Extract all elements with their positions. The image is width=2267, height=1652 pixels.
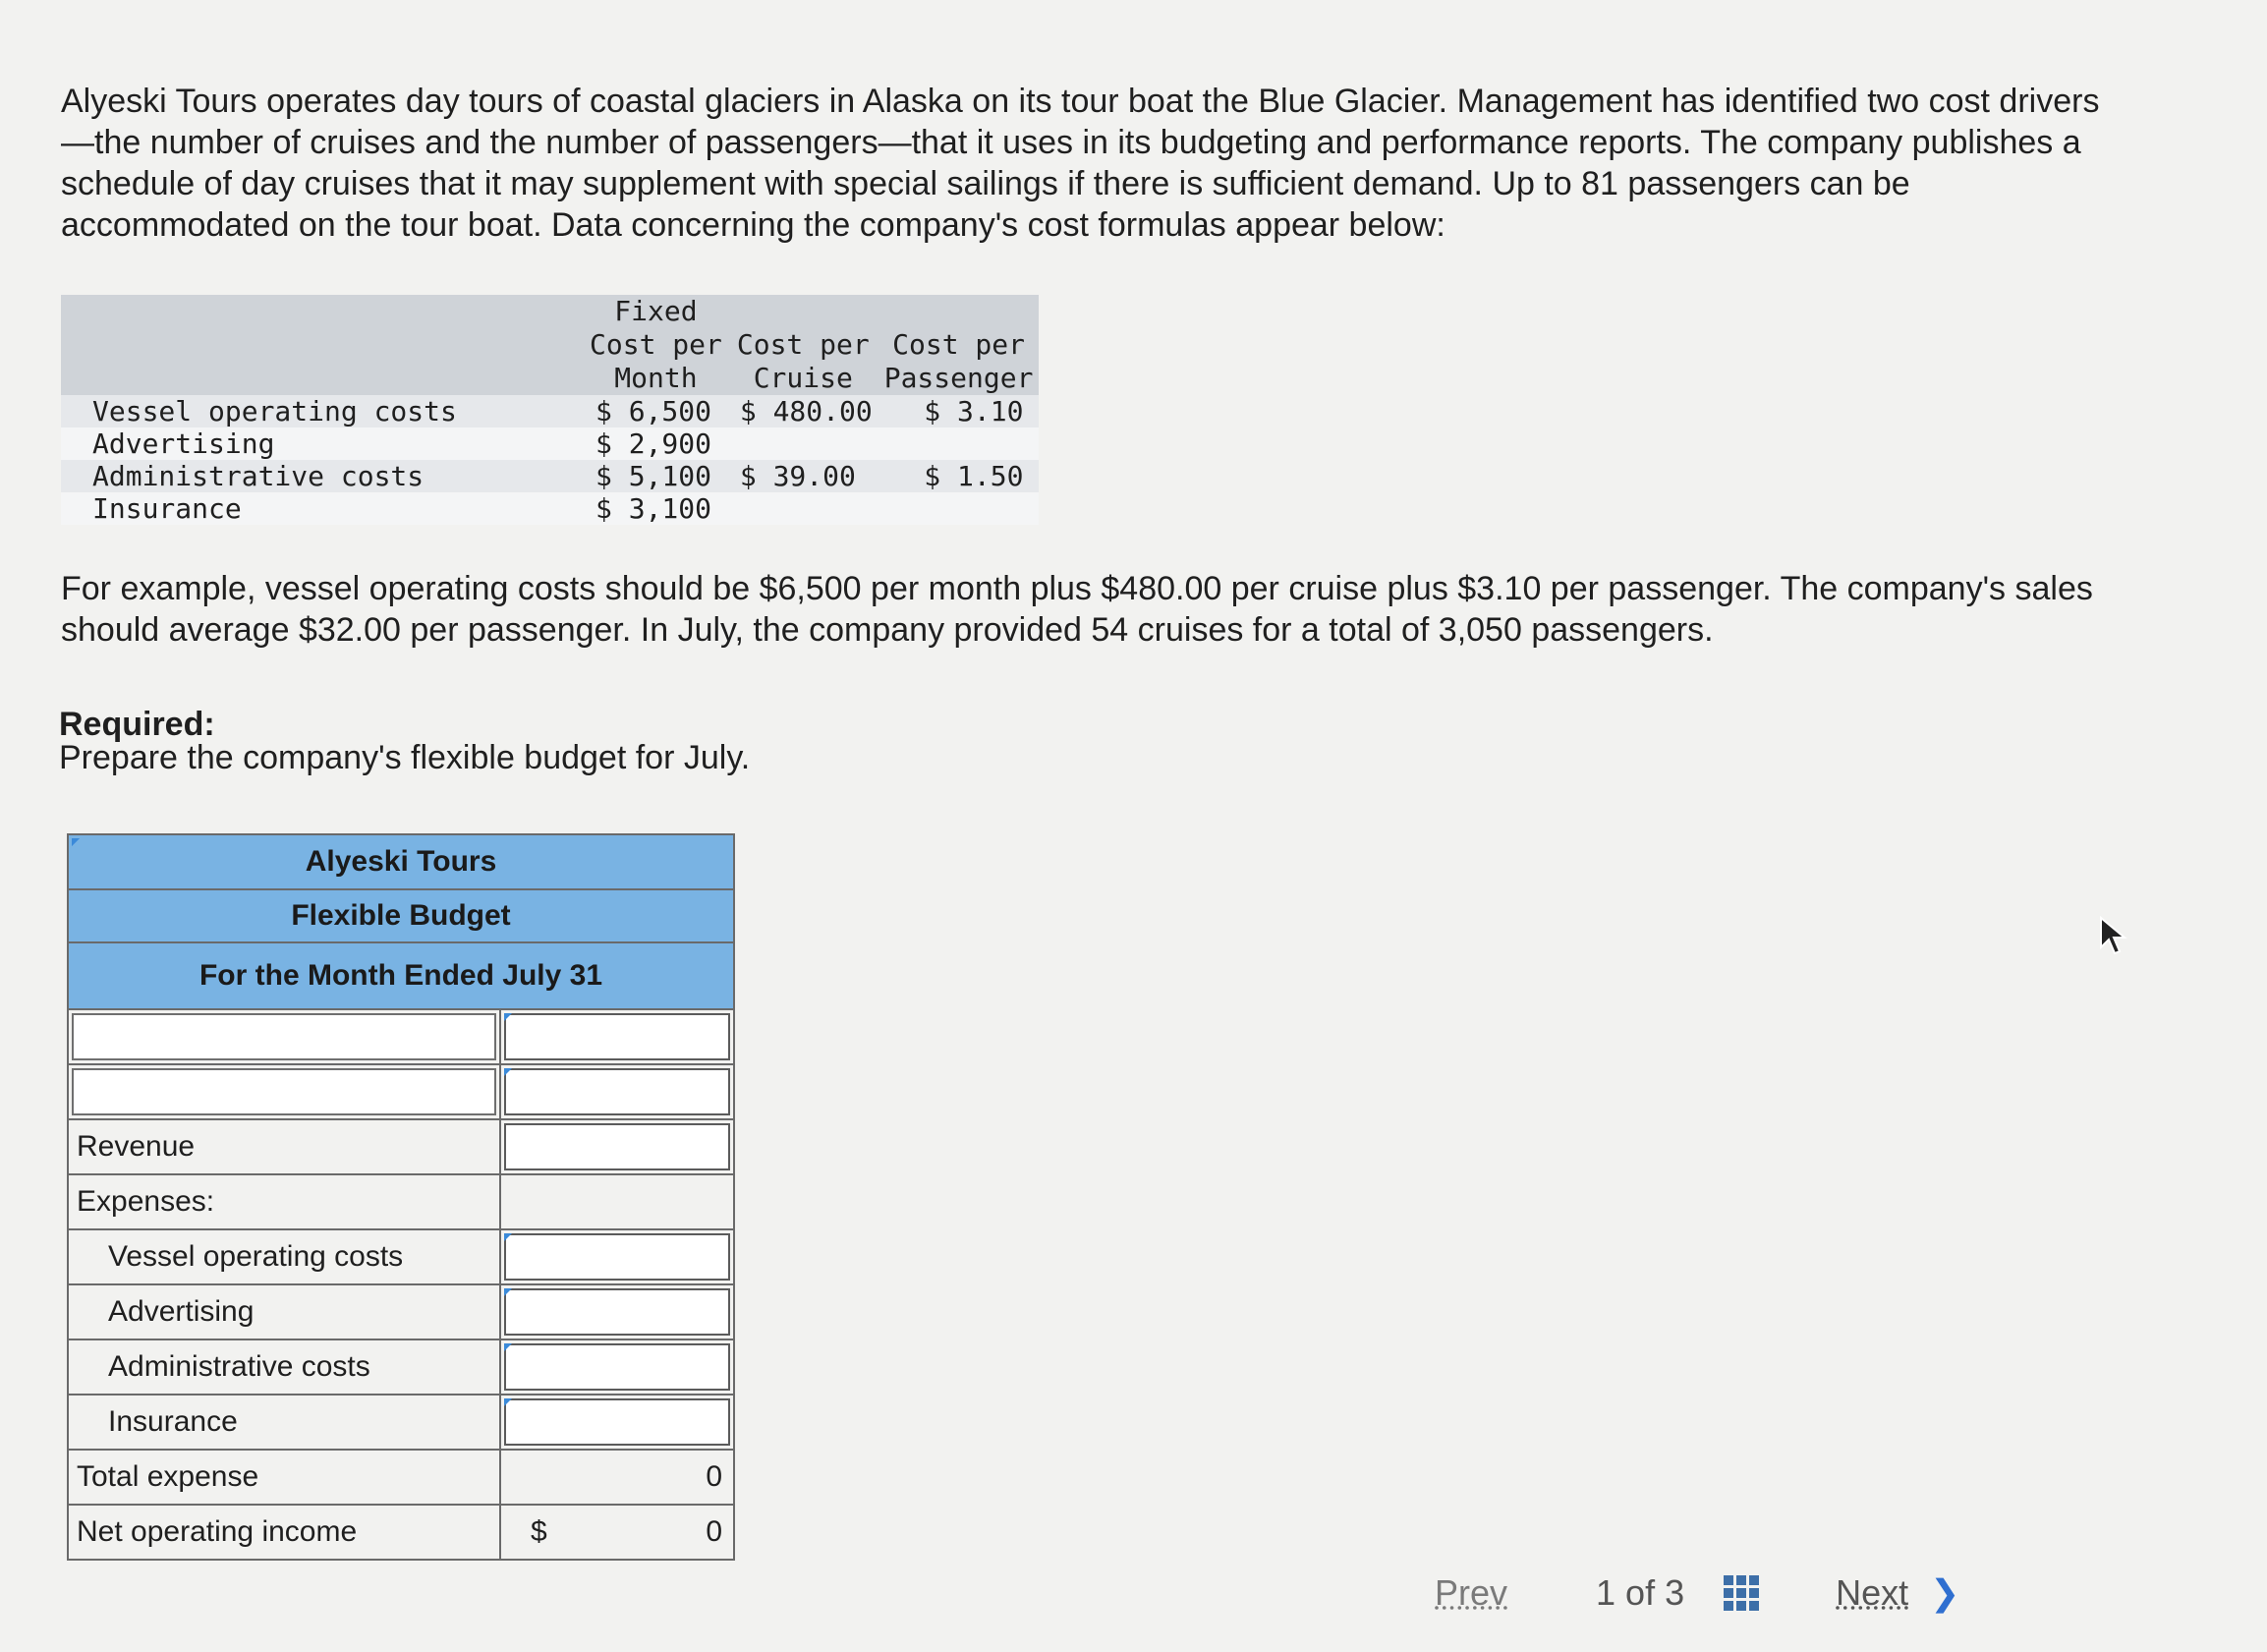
insurance-label: Insurance [69, 1396, 501, 1449]
budget-period: For the Month Ended July 31 [69, 943, 733, 1010]
activity-label-input-2[interactable] [72, 1068, 496, 1115]
chevron-right-icon[interactable]: ❯ [1930, 1572, 1960, 1613]
row-label: Vessel operating costs [61, 395, 584, 427]
passenger-cost-value: $ 1.50 [878, 460, 1040, 492]
fixed-cost-value: $ 2,900 [584, 427, 728, 460]
net-operating-income-value: 0 [706, 1515, 722, 1548]
expenses-label: Expenses: [69, 1175, 501, 1228]
budget-activity-row-1 [69, 1010, 733, 1065]
net-operating-income-row [69, 1506, 733, 1559]
total-expense-row [69, 1451, 733, 1506]
insurance-input[interactable] [504, 1398, 730, 1446]
advertising-row [69, 1285, 733, 1340]
row-label: Administrative costs [61, 460, 584, 492]
budget-company-name: Alyeski Tours [69, 835, 733, 890]
cruise-cost-value: $ 480.00 [728, 395, 878, 427]
cost-formula-table [61, 295, 1039, 525]
question-navigation [1435, 1572, 1959, 1614]
passenger-cost-value: $ 3.10 [878, 395, 1040, 427]
dropdown-marker-icon [504, 1013, 512, 1021]
revenue-row [69, 1120, 733, 1175]
problem-intro: Alyeski Tours operates day tours of coastal glaciers in Alaska on its tour boat the Blue Glacier. Management has identified two cost drivers—the number of cruises and the number of passengers—that it uses in its budgeting and performance reports. The company publishes a schedule of day cruises that it may supplement with special sailings if there is sufficient demand. Up to 81 passengers can be accommodated on the tour boat. Data concerning the company's cost formulas appear below: [61, 83, 2100, 244]
row-label: Insurance [61, 492, 584, 525]
total-expense-label: Total expense [69, 1451, 501, 1504]
fixed-cost-value: $ 5,100 [584, 460, 728, 492]
dropdown-marker-icon [504, 1398, 512, 1406]
cruise-cost-value: $ 39.00 [728, 460, 878, 492]
currency-symbol: $ [531, 1515, 547, 1548]
total-expense-value: 0 [706, 1460, 722, 1493]
budget-title: Flexible Budget [69, 890, 733, 943]
mouse-pointer-icon [2099, 916, 2132, 955]
insurance-row [69, 1396, 733, 1451]
vessel-costs-row [69, 1230, 733, 1285]
budget-activity-row-2 [69, 1065, 733, 1120]
example-text: For example, vessel operating costs should be $6,500 per month plus $480.00 per cruise plus $3.10 per passenger. The company's sales should average $32.00 per passenger. In July, the company provided 54 cruises for a total of 3,050 passengers. [61, 570, 2093, 649]
table-row [61, 492, 1039, 525]
cruise-cost-value [728, 427, 878, 460]
table-header-blank [61, 295, 584, 395]
vessel-costs-input[interactable] [504, 1233, 730, 1281]
header-fixed-cost: Fixed Cost per Month [584, 295, 728, 395]
cruise-cost-value [728, 492, 878, 525]
table-row [61, 460, 1039, 492]
page-indicator: 1 of 3 [1596, 1572, 1685, 1613]
dropdown-marker-icon [504, 1288, 512, 1296]
fixed-cost-value: $ 3,100 [584, 492, 728, 525]
advertising-label: Advertising [69, 1285, 501, 1339]
advertising-input[interactable] [504, 1288, 730, 1336]
required-text: Prepare the company's flexible budget for July. [59, 739, 751, 776]
revenue-label: Revenue [69, 1120, 501, 1173]
table-row [61, 395, 1039, 427]
activity-value-input-2[interactable] [504, 1068, 730, 1115]
row-label: Advertising [61, 427, 584, 460]
required-heading: Required: [59, 706, 215, 743]
table-row [61, 427, 1039, 460]
vessel-costs-label: Vessel operating costs [69, 1230, 501, 1283]
passenger-cost-value [878, 427, 1040, 460]
prev-button[interactable]: Prev [1435, 1572, 1508, 1613]
passenger-cost-value [878, 492, 1040, 525]
net-operating-income-label: Net operating income [69, 1506, 501, 1559]
header-cost-per-passenger: Cost per Passenger [878, 295, 1040, 395]
fixed-cost-value: $ 6,500 [584, 395, 728, 427]
dropdown-marker-icon [504, 1233, 512, 1241]
admin-costs-label: Administrative costs [69, 1340, 501, 1394]
flexible-budget-worksheet [67, 833, 735, 1561]
activity-value-input-1[interactable] [504, 1013, 730, 1060]
dropdown-marker-icon [504, 1343, 512, 1351]
expenses-heading-row [69, 1175, 733, 1230]
activity-label-input-1[interactable] [72, 1013, 496, 1060]
next-button[interactable]: Next [1836, 1572, 1909, 1613]
header-cost-per-cruise: Cost per Cruise [728, 295, 878, 395]
admin-costs-input[interactable] [504, 1343, 730, 1391]
grid-icon[interactable] [1724, 1575, 1759, 1611]
dropdown-marker-icon [504, 1068, 512, 1076]
admin-costs-row [69, 1340, 733, 1396]
revenue-input[interactable] [504, 1123, 730, 1170]
dropdown-marker-icon [72, 838, 80, 846]
